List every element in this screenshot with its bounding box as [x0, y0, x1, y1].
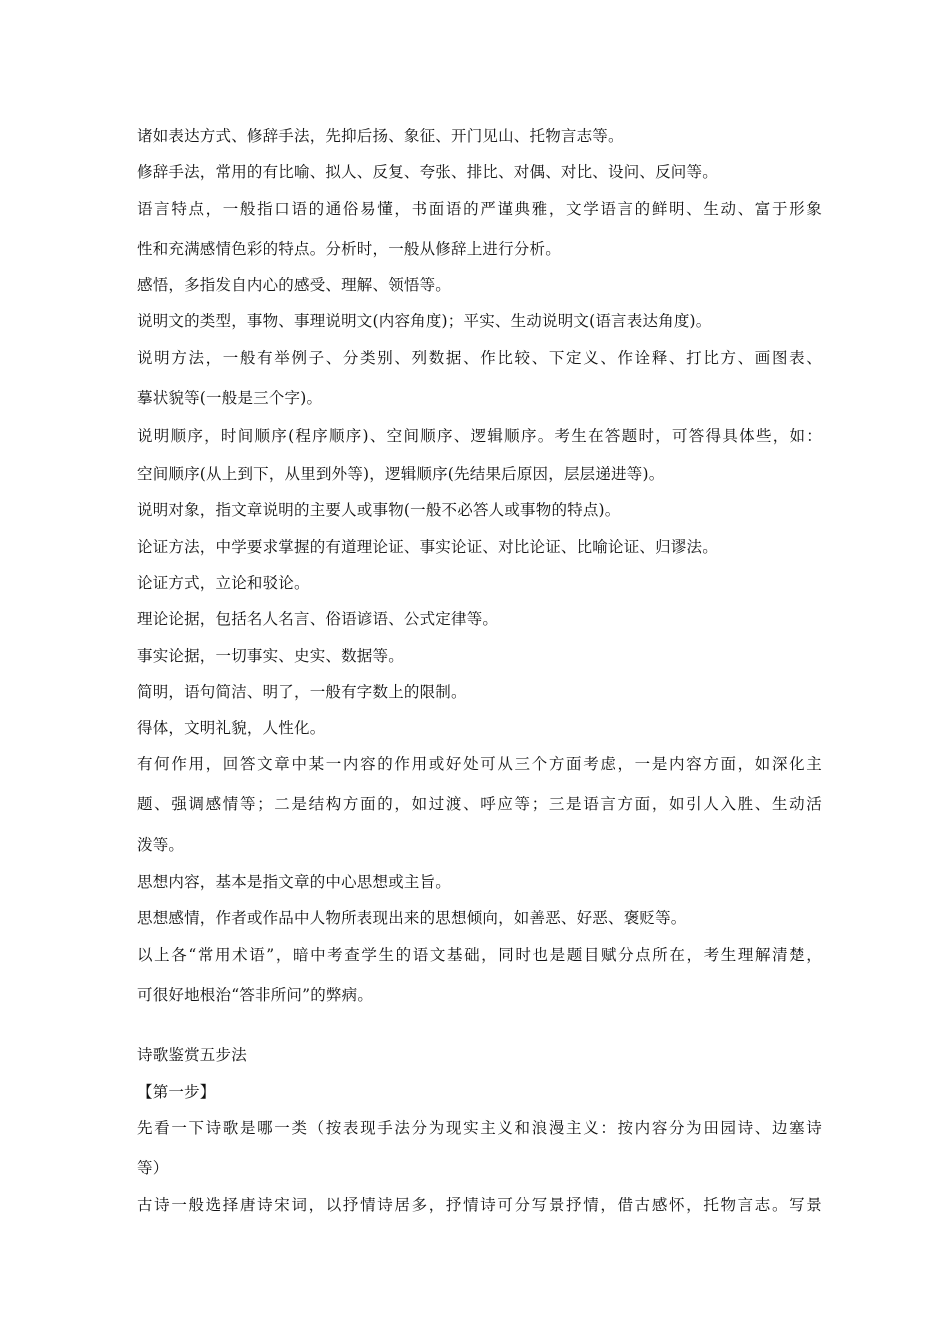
text-line: 思想感情，作者或作品中人物所表现出来的思想倾向，如善恶、好恶、褒贬等。	[137, 909, 687, 927]
text-line: 题、强调感情等；二是结构方面的，如过渡、呼应等；三是语言方面，如引人入胜、生动活	[137, 795, 822, 813]
text-line: 古诗一般选择唐诗宋词，以抒情诗居多，抒情诗可分写景抒情，借古感怀，托物言志。写景	[137, 1196, 822, 1214]
text-line: 简明，语句简洁、明了，一般有字数上的限制。	[137, 683, 467, 701]
text-line: 得体，文明礼貌，人性化。	[137, 719, 326, 737]
text-line: 论证方法，中学要求掌握的有道理论证、事实论证、对比论证、比喻论证、归谬法。	[137, 538, 718, 556]
text-line: 事实论据，一切事实、史实、数据等。	[137, 647, 404, 665]
step-heading: 【第一步】	[137, 1083, 216, 1101]
text-line: 理论论据，包括名人名言、俗语谚语、公式定律等。	[137, 610, 499, 628]
text-line: 可很好地根治“答非所问”的弊病。	[137, 986, 374, 1004]
text-line: 修辞手法，常用的有比喻、拟人、反复、夸张、排比、对偶、对比、设问、反问等。	[137, 163, 718, 181]
text-line: 性和充满感情色彩的特点。分析时，一般从修辞上进行分析。	[137, 240, 561, 258]
text-line: 思想内容，基本是指文章的中心思想或主旨。	[137, 873, 452, 891]
section-heading: 诗歌鉴赏五步法	[137, 1046, 247, 1064]
text-line: 以上各“常用术语”，暗中考查学生的语文基础，同时也是题目赋分点所在，考生理解清楚，	[137, 946, 822, 964]
text-line: 摹状貌等(一般是三个字)。	[137, 389, 323, 407]
text-line: 说明顺序，时间顺序(程序顺序)、空间顺序、逻辑顺序。考生在答题时，可答得具体些，如：	[137, 427, 822, 445]
text-line: 泼等。	[137, 836, 185, 854]
text-line: 空间顺序(从上到下，从里到外等)，逻辑顺序(先结果后原因，层层递进等)。	[137, 465, 665, 483]
text-line: 说明对象，指文章说明的主要人或事物(一般不必答人或事物的特点)。	[137, 501, 621, 519]
text-line: 先看一下诗歌是哪一类（按表现手法分为现实主义和浪漫主义：按内容分为田园诗、边塞诗	[137, 1119, 822, 1137]
text-line: 说明文的类型，事物、事理说明文(内容角度)；平实、生动说明文(语言表达角度)。	[137, 312, 712, 330]
text-line: 有何作用，回答文章中某一内容的作用或好处可从三个方面考虑，一是内容方面，如深化主	[137, 755, 822, 773]
text-line: 论证方式，立论和驳论。	[137, 574, 310, 592]
text-line: 说明方法，一般有举例子、分类别、列数据、作比较、下定义、作诠释、打比方、画图表、	[137, 349, 822, 367]
text-line: 等）	[137, 1159, 169, 1177]
text-line: 诸如表达方式、修辞手法，先抑后扬、象征、开门见山、托物言志等。	[137, 127, 624, 145]
text-line: 语言特点，一般指口语的通俗易懂，书面语的严谨典雅，文学语言的鲜明、生动、富于形象	[137, 200, 822, 218]
text-line: 感悟，多指发自内心的感受、理解、领悟等。	[137, 276, 452, 294]
